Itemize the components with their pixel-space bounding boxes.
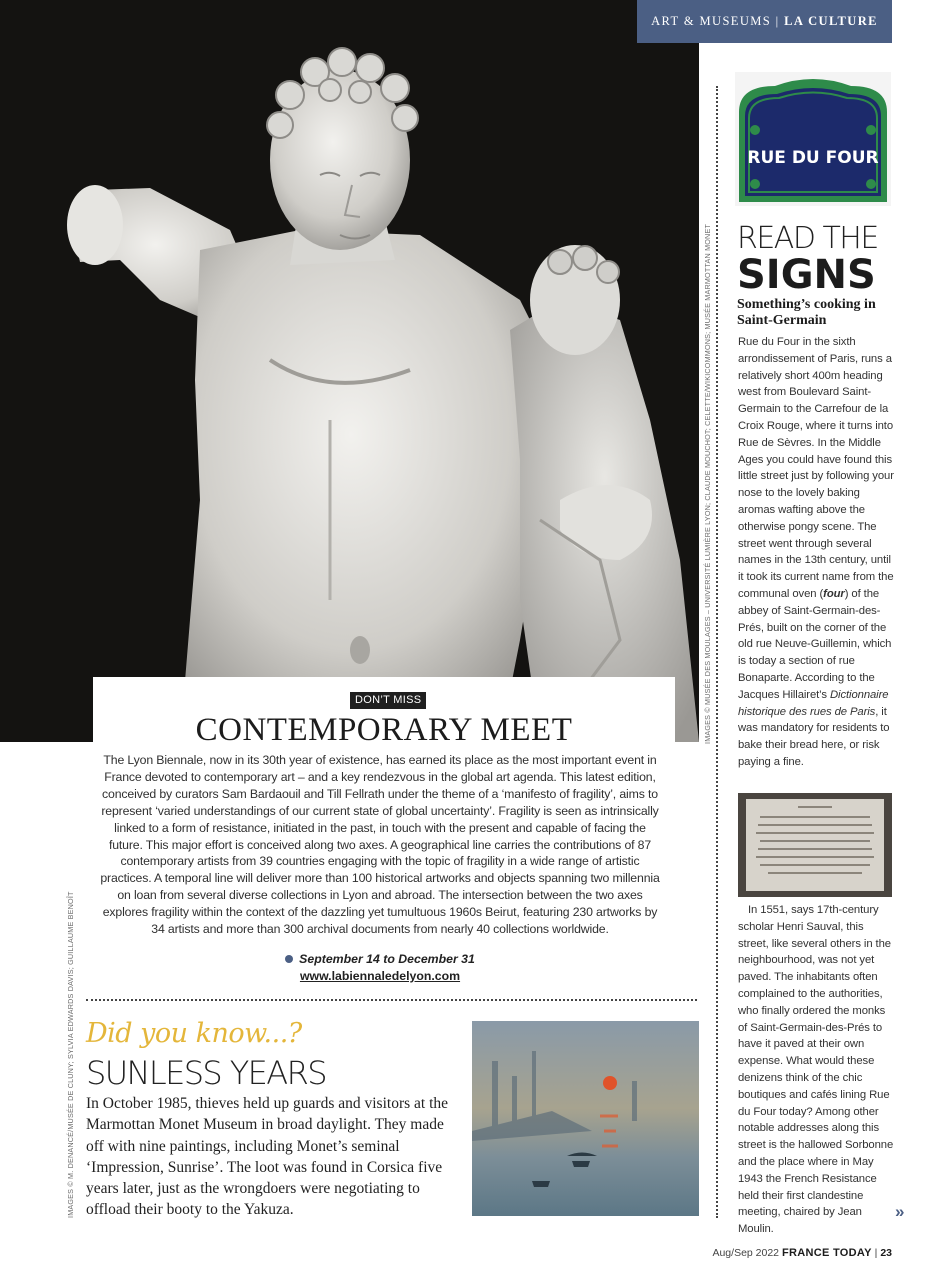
street-sign-text: RUE DU FOUR — [747, 148, 879, 168]
page-footer — [600, 1247, 892, 1259]
sidebar-body-fragment: , it was mandatory for residents to bake their bread here, or risk paying a fine. — [738, 705, 890, 768]
sidebar-body-fragment: Rue du Four in the sixth arrondissement of Paris, runs a relatively short 400m heading west from Boulevard Saint-Germain to the Carrefour de la Croix Rouge, where it turns into Rue de Sèvres. In the Middle Ages you could have found this little street just by following your nose to the lovely baking aromas wafting above the otherwise pongy scene. The street went through several names in the 13th century, until it took its current name from the communal oven ( — [738, 336, 894, 600]
sidebar-body-fragment: Dictionnaire historique des rues de Paris — [738, 688, 889, 718]
magazine-name: FRANCE TODAY — [781, 1247, 872, 1259]
section-banner — [637, 0, 892, 43]
sidebar-body-first — [738, 334, 896, 771]
sidebar-body-fragment: ) of the abbey of Saint-Germain-des-Prés, built on the corner of the old rue Neuve-Guillemin, which is today a section of rue Bonaparte. According to the Jacques Hillairet’s — [738, 587, 892, 701]
street-sign-image — [735, 72, 891, 206]
feature-dates-text: September 14 to December 31 — [299, 952, 475, 966]
sidebar-body-fragment: four — [823, 587, 845, 600]
impression-sunrise-painting — [472, 1021, 699, 1216]
sidebar-subheading: Something’s cooking in Saint-Germain — [737, 297, 876, 328]
sidebar-heading-bold: SIGNS — [737, 252, 876, 298]
continue-arrow-icon: » — [895, 1202, 905, 1221]
feature-dates — [100, 952, 660, 966]
sunless-years-body: In October 1985, thieves held up guards and visitors at the Marmottan Monet Museum in broad daylight. They made off with nine paintings, including Monet’s seminal ‘Impression, Sunrise’. The loot was found in Corsica five years later, just as the wrongdoers were negotiating to offload their booty to the Yakuza. — [86, 1095, 449, 1219]
subsection-label: LA CULTURE — [784, 14, 878, 28]
page-number: 23 — [880, 1247, 892, 1259]
section-label: ART & MUSEUMS — [651, 14, 772, 28]
bullet-dot-icon — [285, 955, 293, 963]
dont-miss-badge: DON’T MISS — [350, 692, 426, 709]
photo-credit-left: IMAGES © M. DENANCÉ/MUSÉE DE CLUNY; SYLVIA EDWARDS DAVIS; GUILLAUME BENOÎT — [66, 891, 75, 1218]
column-divider — [716, 86, 718, 1218]
section-separator: | — [775, 14, 780, 28]
sidebar-body-second: In 1551, says 17th-century scholar Henri Sauval, this street, like several others in the neighbourhood, was not yet paved. The inhabitants often complained to the authorities, who finally ordered the monks of Saint-Germain-des-Prés to have it paved at their own expense. What would these denizens think of the chic boutiques and cafés lining Rue du Four today? Among other notable addresses along this street is the hallowed Sorbonne and the place where in May 1943 the French Resistance held their first clandestine meeting, chaired by Jean Moulin. — [738, 904, 894, 1236]
plaque-photo — [738, 793, 892, 897]
issue-date: Aug/Sep 2022 — [712, 1247, 780, 1259]
sidebar-heading-light: READ THE — [737, 221, 878, 256]
did-you-know-kicker: Did you know...? — [86, 1018, 302, 1049]
feature-title: CONTEMPORARY MEET — [195, 712, 573, 748]
feature-website-link[interactable]: www.labiennaledelyon.com — [299, 969, 461, 983]
sunless-years-title: SUNLESS YEARS — [86, 1054, 326, 1092]
photo-credit-right: IMAGES © MUSÉE DES MOULAGES – UNIVERSITÉ LUMIÈRE LYON; CLAUDE MOUCHOT; CELETTE/WIKICOMMONS; MUSÉE MARMOTTAN MONET — [703, 223, 712, 744]
section-divider — [86, 999, 697, 1001]
feature-body: The Lyon Biennale, now in its 30th year of existence, has earned its place as the most important event in France devoted to contemporary art – and a key rendezvous in the global art agenda. This latest edition, conceived by curators Sam Bardaouil and Till Fellrath under the theme of a ‘manifesto of fragility’, aims to represent ‘varied understandings of our current state of global uncertainty’. Fragility is seen as intrinsically linked to a form of resistance, initiated in the past, in touch with the present and capable of facing the future. This major effort is conceived along two axes. A geographical line carries the contributions of 87 contemporary artists from 39 countries engaging with the topic of fragility in a wide range of artistic practices. A temporal line will deliver more than 100 historical artworks and objects spanning two millennia on loan from several diverse collections in Lyon and abroad. The intersection between the two axes explores fragility within the context of the dazzling yet tumultuous 1960s Beirut, featuring 230 artworks by 34 artists and more than 300 archival documents from nearly 40 collections worldwide. — [100, 753, 660, 937]
statue-photo — [0, 0, 699, 742]
footer-separator: | — [874, 1247, 878, 1259]
